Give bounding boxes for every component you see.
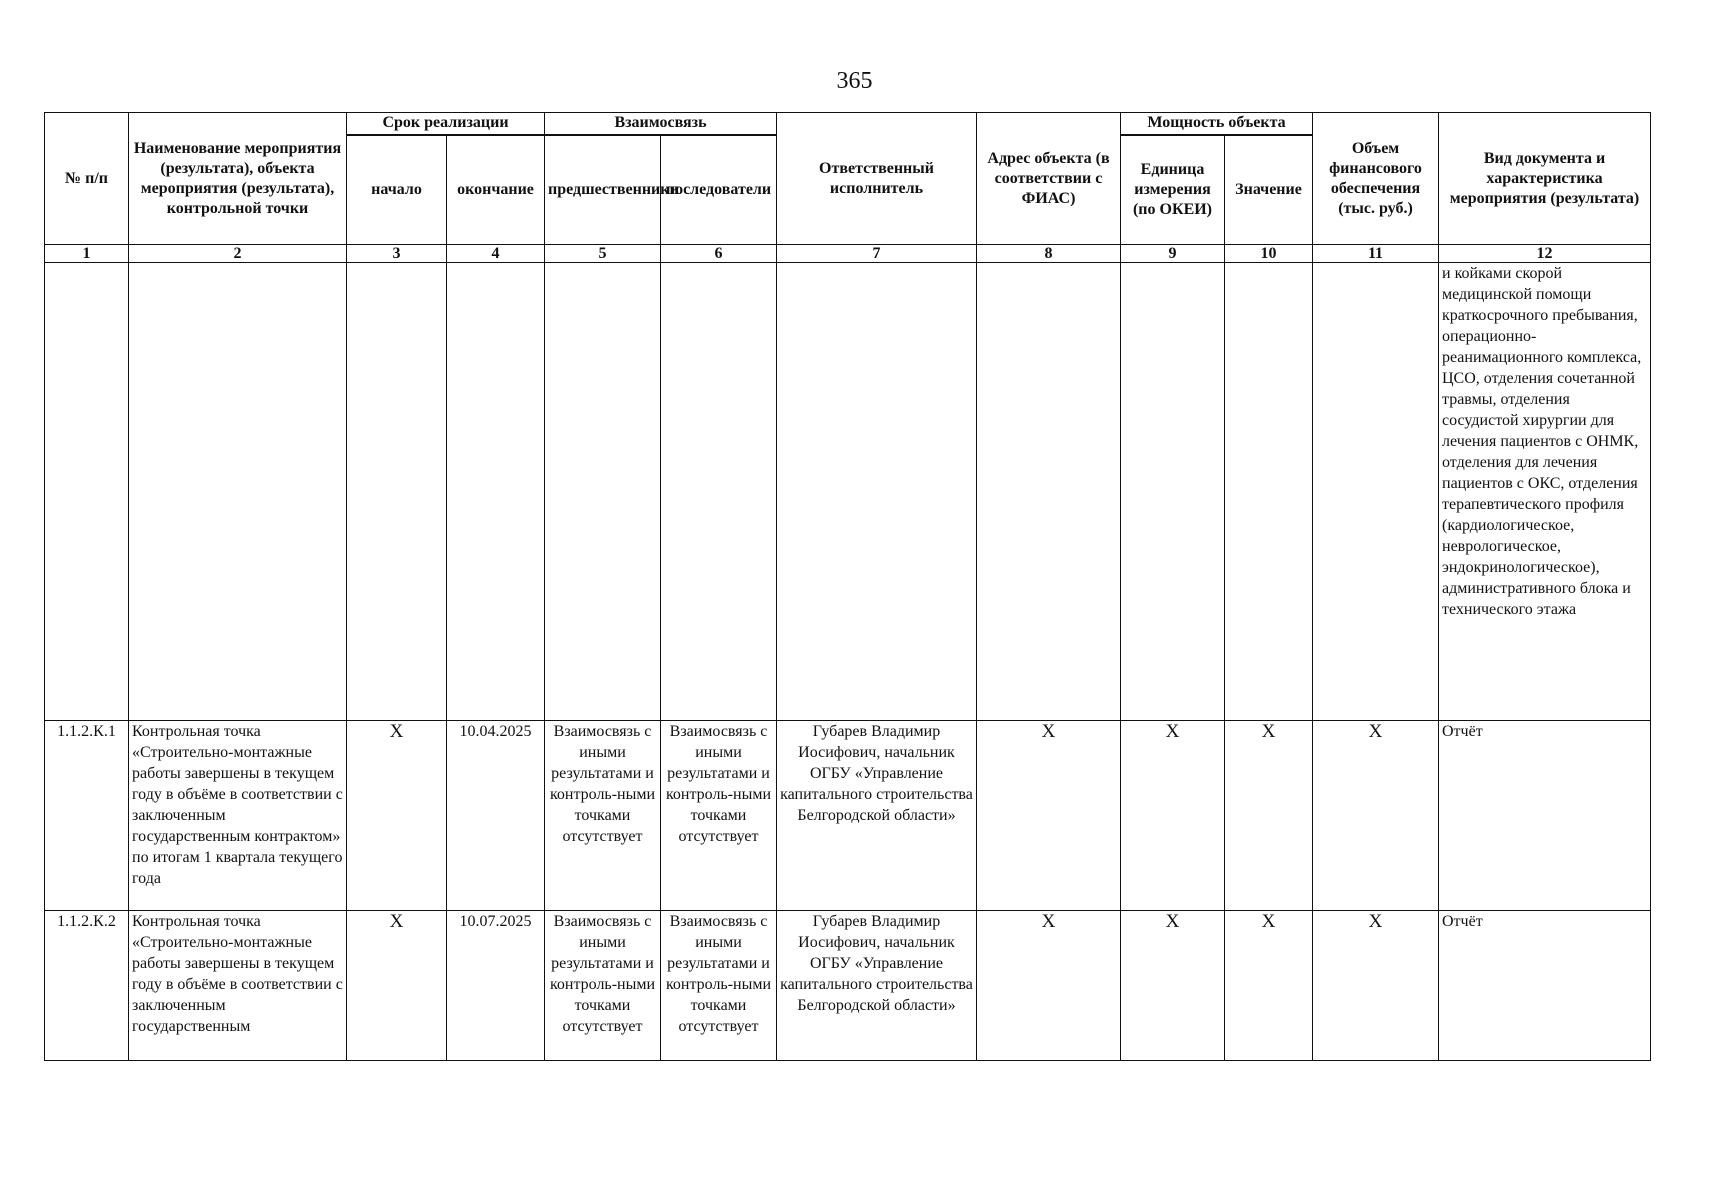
page-number: 365 [836,68,873,94]
row-name: Контрольная точка «Строительно-монтажные работы завершены в текущем году в объёме в соответствии с заключенным государственным контрактом» по итогам 1 квартала текущего года [129,721,347,911]
header-name: Наименование мероприятия (результата), объекта мероприятия (результата), контрольной точки [129,113,347,245]
row-successors: Взаимосвязь с иными результатами и контроль-ными точками отсутствует [661,721,777,911]
header-group-moshch: Мощность объекта [1121,113,1313,135]
header-num: № п/п [45,113,129,245]
table-row [45,911,1651,1061]
column-number: 6 [661,245,777,263]
column-number: 12 [1439,245,1651,263]
activities-table [44,112,1651,1061]
row-num: 1.1.2.К.1 [45,721,129,911]
table-row [45,721,1651,911]
row-doc: Отчёт [1439,721,1651,911]
header-responsible: Ответственный исполнитель [777,113,977,245]
header-group-srok: Срок реализации [347,113,545,135]
row-address: Х [977,911,1121,1061]
column-number: 1 [45,245,129,263]
row-unit: Х [1121,911,1225,1061]
column-numbers-row [45,245,1651,263]
row-end: 10.04.2025 [447,721,545,911]
row-start: Х [347,721,447,911]
header-value: Значение [1225,135,1313,245]
column-number: 8 [977,245,1121,263]
header-finance: Объем финансового обеспечения (тыс. руб.) [1313,113,1439,245]
row-successors: Взаимосвязь с иными результатами и контроль-ными точками отсутствует [661,911,777,1061]
column-number: 11 [1313,245,1439,263]
row-predecessors: Взаимосвязь с иными результатами и контроль-ными точками отсутствует [545,911,661,1061]
header-end: окончание [447,135,545,245]
row-predecessors: Взаимосвязь с иными результатами и контроль-ными точками отсутствует [545,721,661,911]
header-predecessors: предшественники [545,135,661,245]
row-finance: Х [1313,721,1439,911]
column-number: 9 [1121,245,1225,263]
header-start: начало [347,135,447,245]
row-value: Х [1225,721,1313,911]
row-value: Х [1225,911,1313,1061]
row-finance: Х [1313,911,1439,1061]
header-unit: Единица измерения (по ОКЕИ) [1121,135,1225,245]
row-responsible: Губарев Владимир Иосифович, начальник ОГБУ «Управление капитального строительства Белгородской области» [777,911,977,1061]
continuation-row [45,263,1651,721]
column-number: 2 [129,245,347,263]
column-number: 4 [447,245,545,263]
table-header [45,113,1651,263]
column-number: 3 [347,245,447,263]
header-address: Адрес объекта (в соответствии с ФИАС) [977,113,1121,245]
header-doc: Вид документа и характеристика мероприятия (результата) [1439,113,1651,245]
row-num: 1.1.2.К.2 [45,911,129,1061]
continuation-doc-text: и койками скорой медицинской помощи краткосрочного пребывания, операционно-реанимационного комплекса, ЦСО, отделения сочетанной травмы, отделения сосудистой хирургии для лечения пациентов с ОНМК, отделения для лечения пациентов с ОКС, отделения терапевтического профиля (кардиологическое, неврологическое, эндокринологическое), административного блока и технического этажа [1439,263,1651,721]
column-number: 7 [777,245,977,263]
column-number: 5 [545,245,661,263]
row-end: 10.07.2025 [447,911,545,1061]
row-start: Х [347,911,447,1061]
row-address: Х [977,721,1121,911]
row-unit: Х [1121,721,1225,911]
column-number: 10 [1225,245,1313,263]
row-responsible: Губарев Владимир Иосифович, начальник ОГБУ «Управление капитального строительства Белгородской области» [777,721,977,911]
row-name: Контрольная точка «Строительно-монтажные работы завершены в текущем году в объёме в соответствии с заключенным государственным [129,911,347,1061]
header-successors: последователи [661,135,777,245]
header-group-vzaim: Взаимосвязь [545,113,777,135]
row-doc: Отчёт [1439,911,1651,1061]
